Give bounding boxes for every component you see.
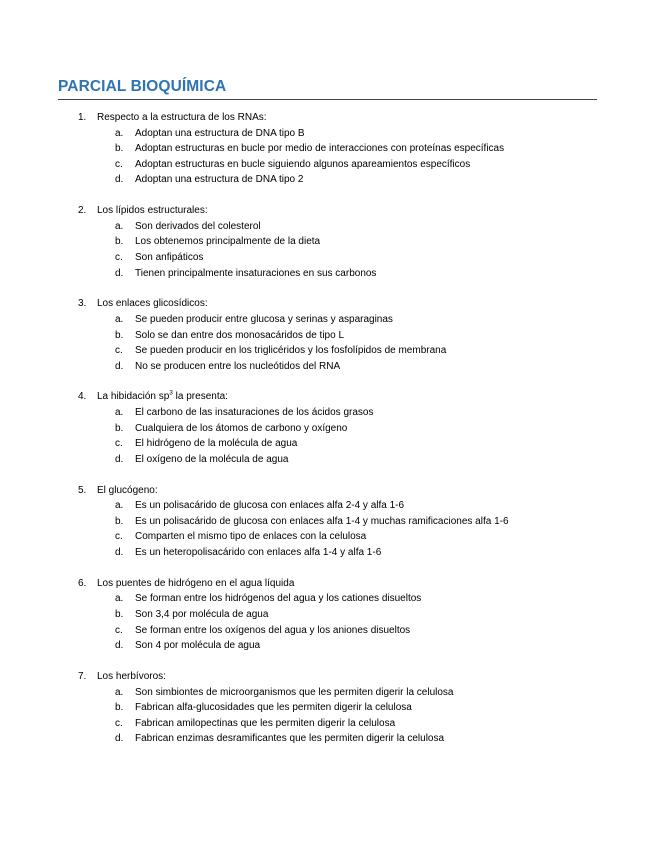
answer-letter: b. — [115, 422, 124, 434]
answer-text: Los obtenemos principalmente de la dieta — [135, 236, 321, 248]
question-stem — [0, 203, 655, 219]
answer-letter: c. — [115, 251, 123, 263]
answer-text: Fabrican enzimas desramificantes que les permiten digerir la celulosa — [135, 733, 445, 745]
answer-text: Son derivados del colesterol — [135, 220, 261, 232]
answer-letter: a. — [115, 593, 124, 605]
answer-letter: c. — [115, 438, 123, 450]
question-number: 7. — [78, 670, 87, 682]
answer-option — [0, 359, 655, 375]
question-number: 3. — [78, 298, 87, 310]
answer-text: Solo se dan entre dos monosacáridos de tipo L — [135, 329, 345, 341]
answer-letter: d. — [115, 453, 124, 465]
answer-text: Es un polisacárido de glucosa con enlaces alfa 2-4 y alfa 1-6 — [135, 500, 405, 512]
question-1 — [0, 110, 655, 188]
question-list — [0, 110, 655, 762]
answer-option — [0, 700, 655, 716]
answer-option — [0, 514, 655, 530]
answer-letter: b. — [115, 329, 124, 341]
answer-letter: b. — [115, 515, 124, 527]
answer-option — [0, 250, 655, 266]
answer-option — [0, 421, 655, 437]
answer-text: Es un polisacárido de glucosa con enlaces alfa 1-4 y muchas ramificaciones alfa 1-6 — [135, 515, 509, 527]
answer-letter: a. — [115, 407, 124, 419]
answer-letter: d. — [115, 547, 124, 558]
answer-option — [0, 157, 655, 173]
answer-option — [0, 219, 655, 235]
question-stem — [0, 110, 655, 126]
answer-option — [0, 638, 655, 654]
answer-letter: b. — [115, 608, 124, 620]
question-text: Los lípidos estructurales: — [97, 205, 208, 217]
question-number: 1. — [78, 112, 87, 123]
answer-text: El hidrógeno de la molécula de agua — [135, 438, 298, 450]
answer-option — [0, 405, 655, 421]
answer-letter: d. — [115, 640, 124, 652]
question-text: El glucógeno: — [97, 484, 158, 496]
question-stem — [0, 483, 655, 499]
question-7 — [0, 669, 655, 747]
answer-text: Son simbiontes de microorganismos que les permiten digerir la celulosa — [135, 686, 454, 698]
question-text: Los puentes de hidrógeno en el agua líquida — [97, 577, 295, 589]
answer-option — [0, 623, 655, 639]
answer-text: Se pueden producir entre glucosa y serinas y asparaginas — [135, 313, 393, 325]
answer-text: El carbono de las insaturaciones de los ácidos grasos — [135, 407, 374, 419]
answer-text: Adoptan una estructura de DNA tipo B — [135, 127, 305, 139]
answer-letter: a. — [115, 220, 124, 232]
answer-option — [0, 172, 655, 188]
answer-text: Son 3,4 por molécula de agua — [135, 608, 269, 620]
answer-letter: d. — [115, 174, 124, 186]
answer-option — [0, 591, 655, 607]
answer-text: Son 4 por molécula de agua — [135, 640, 261, 652]
answer-option — [0, 126, 655, 142]
answer-text: Adoptan estructuras en bucle siguiendo algunos apareamientos específicos — [135, 158, 471, 170]
answer-option — [0, 529, 655, 545]
answer-option — [0, 731, 655, 747]
answer-text: Comparten el mismo tipo de enlaces con la celulosa — [135, 531, 367, 543]
answer-letter: b. — [115, 702, 124, 714]
answer-text: Adoptan una estructura de DNA tipo 2 — [135, 174, 304, 186]
answer-letter: a. — [115, 313, 124, 325]
superscript-exponent: 3 — [169, 390, 173, 398]
answer-text: Adoptan estructuras en bucle por medio de interacciones con proteínas específicas — [135, 143, 505, 155]
answer-text: Se pueden producir en los triglicéridos y los fosfolípidos de membrana — [135, 345, 447, 357]
question-stem — [0, 576, 655, 592]
answer-option — [0, 312, 655, 328]
answer-letter: c. — [115, 158, 123, 170]
answer-option — [0, 436, 655, 452]
answer-text: Fabrican amilopectinas que les permiten digerir la celulosa — [135, 717, 396, 729]
question-5 — [0, 483, 655, 561]
answer-text: Fabrican alfa-glucosidades que les permiten digerir la celulosa — [135, 702, 412, 714]
question-text: Los herbívoros: — [97, 670, 166, 682]
answer-option — [0, 716, 655, 732]
question-text: Los enlaces glicosídicos: — [97, 298, 208, 310]
answer-letter: c. — [115, 624, 123, 636]
question-number: 5. — [78, 484, 87, 496]
answer-letter: b. — [115, 236, 124, 248]
answer-option — [0, 141, 655, 157]
answer-option — [0, 545, 655, 561]
answer-letter: d. — [115, 267, 124, 279]
question-text — [97, 389, 228, 405]
title-underline — [58, 99, 597, 100]
question-number: 6. — [78, 577, 87, 589]
answer-option — [0, 685, 655, 701]
answer-letter: c. — [115, 345, 123, 357]
answer-text: No se producen entre los nucleótidos del RNA — [135, 360, 341, 372]
answer-option — [0, 328, 655, 344]
question-stem — [0, 389, 655, 405]
question-stem — [0, 296, 655, 312]
question-stem — [0, 669, 655, 685]
question-number: 2. — [78, 205, 87, 217]
answer-text: El oxígeno de la molécula de agua — [135, 453, 289, 465]
answer-option — [0, 498, 655, 514]
page-title: PARCIAL BIOQUÍMICA — [58, 78, 227, 95]
answer-text: Cualquiera de los átomos de carbono y oxígeno — [135, 422, 348, 434]
question-3 — [0, 296, 655, 374]
answer-option — [0, 452, 655, 468]
answer-letter: a. — [115, 500, 124, 512]
answer-text: Son anfipáticos — [135, 251, 204, 263]
answer-text: Tienen principalmente insaturaciones en sus carbonos — [135, 267, 377, 279]
answer-option — [0, 234, 655, 250]
question-text-before-superscript: La hibidación sp — [97, 391, 170, 403]
answer-option — [0, 343, 655, 359]
question-2 — [0, 203, 655, 281]
answer-letter: a. — [115, 686, 124, 698]
answer-text: Es un heteropolisacárido con enlaces alfa 1-4 y alfa 1-6 — [135, 547, 382, 558]
answer-letter: a. — [115, 127, 124, 139]
question-6 — [0, 576, 655, 654]
question-4 — [0, 389, 655, 467]
answer-text: Se forman entre los oxígenos del agua y los aniones disueltos — [135, 624, 411, 636]
answer-option — [0, 266, 655, 282]
answer-letter: c. — [115, 531, 123, 543]
question-text: Respecto a la estructura de los RNAs: — [97, 112, 267, 123]
answer-letter: b. — [115, 143, 124, 155]
answer-letter: d. — [115, 733, 124, 745]
answer-letter: d. — [115, 360, 124, 372]
answer-text: Se forman entre los hidrógenos del agua y los cationes disueltos — [135, 593, 422, 605]
question-text-after-superscript: la presenta: — [172, 391, 228, 403]
answer-option — [0, 607, 655, 623]
answer-letter: c. — [115, 717, 123, 729]
question-number: 4. — [78, 391, 87, 403]
